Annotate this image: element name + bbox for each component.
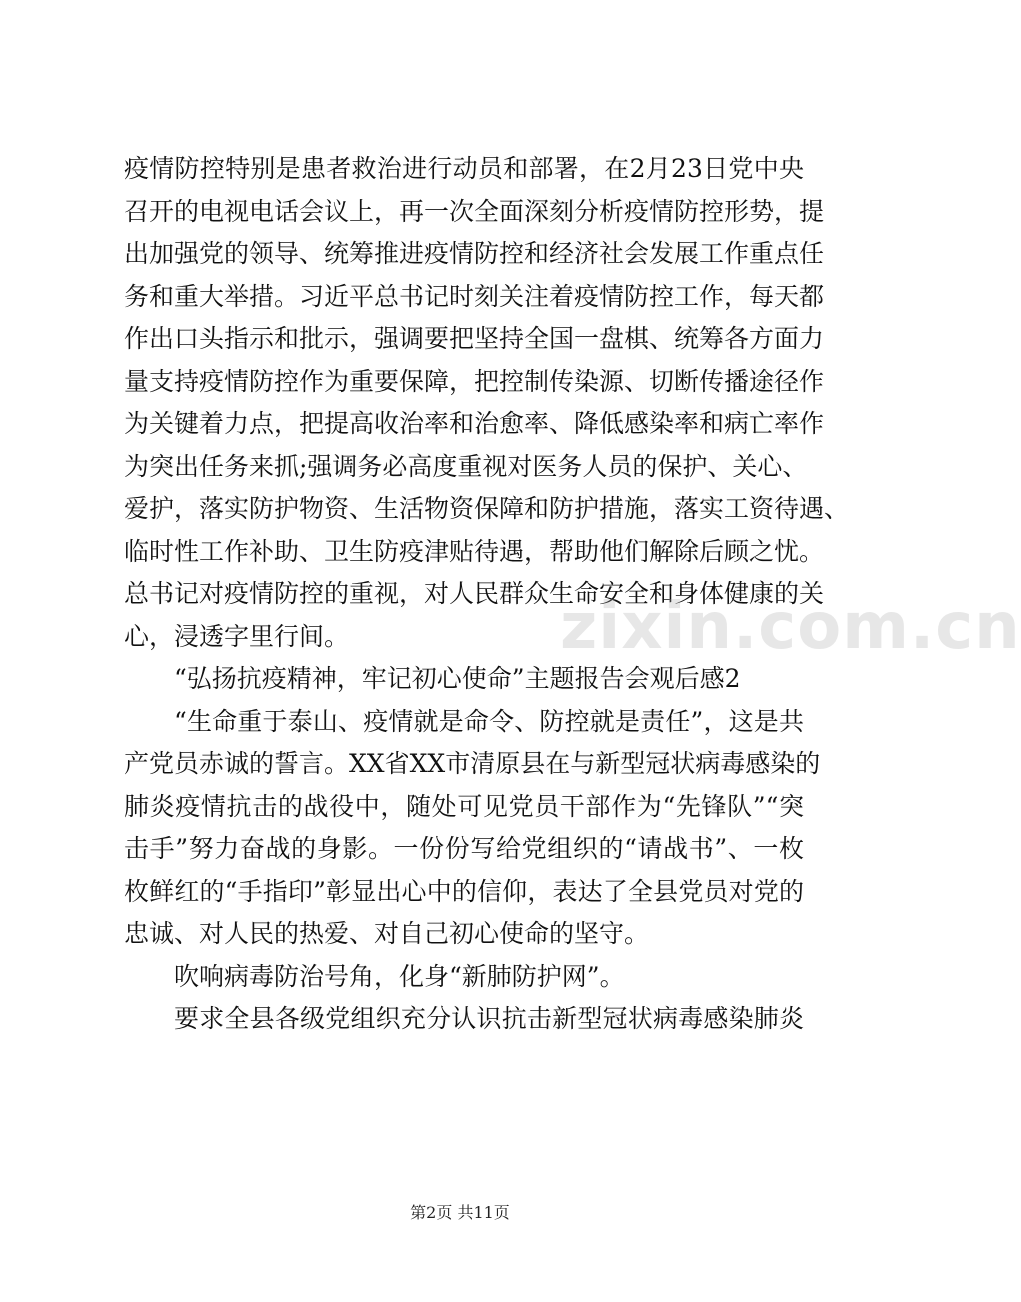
text-line: 总书记对疫情防控的重视，对人民群众生命安全和身体健康的关: [124, 579, 825, 608]
text-line: 肺炎疫情抗击的战役中，随处可见党员干部作为“先锋队”“突: [124, 791, 804, 821]
watermark: zixin.com.cn: [560, 590, 1021, 664]
text-line: 量支持疫情防控作为重要保障，把控制传染源、切断传播途径作: [124, 366, 825, 396]
text-line: 产党员赤诚的誓言。XX省XX市清原县在与新型冠状病毒感染的: [124, 749, 821, 778]
text-line: 吹响病毒防治号角，化身“新肺防护网”。: [174, 961, 625, 991]
text-line: 务和重大举措。习近平总书记时刻关注着疫情防控工作，每天都: [124, 281, 825, 311]
text-line: 忠诚、对人民的热爱、对自己初心使命的坚守。: [124, 919, 650, 948]
section-heading: “弘扬抗疫精神，牢记初心使命”主题报告会观后感2: [174, 664, 741, 693]
text-line: 心，浸透字里行间。: [124, 621, 350, 651]
text-line: 为突出任务来抓;强调务必高度重视对医务人员的保护、关心、: [124, 451, 808, 481]
text-line: 为关键着力点，把提高收治率和治愈率、降低感染率和病亡率作: [124, 409, 825, 438]
text-line: 爱护，落实防护物资、生活物资保障和防护措施，落实工资待遇、: [124, 494, 850, 523]
text-line: 临时性工作补助、卫生防疫津贴待遇，帮助他们解除后顾之忧。: [124, 536, 825, 566]
text-line: “生命重于泰山、疫情就是命令、防控就是责任”，这是共: [174, 706, 804, 736]
page-footer: 第2页 共11页: [410, 1203, 510, 1222]
text-line: 召开的电视电话会议上，再一次全面深刻分析疫情防控形势，提: [124, 196, 825, 226]
text-line: 出加强党的领导、统筹推进疫情防控和经济社会发展工作重点任: [124, 239, 825, 268]
text-line: 作出口头指示和批示，强调要把坚持全国一盘棋、统筹各方面力: [124, 324, 825, 353]
body-text: [124, 148, 850, 1041]
text-line: 要求全县各级党组织充分认识抗击新型冠状病毒感染肺炎: [174, 1004, 804, 1033]
text-line: 疫情防控特别是患者救治进行动员和部署，在2月23日党中央: [124, 154, 804, 183]
text-line: 击手”努力奋战的身影。一份份写给党组织的“请战书”、一枚: [124, 834, 804, 863]
text-line: 枚鲜红的“手指印”彰显出心中的信仰，表达了全县党员对党的: [124, 876, 804, 906]
